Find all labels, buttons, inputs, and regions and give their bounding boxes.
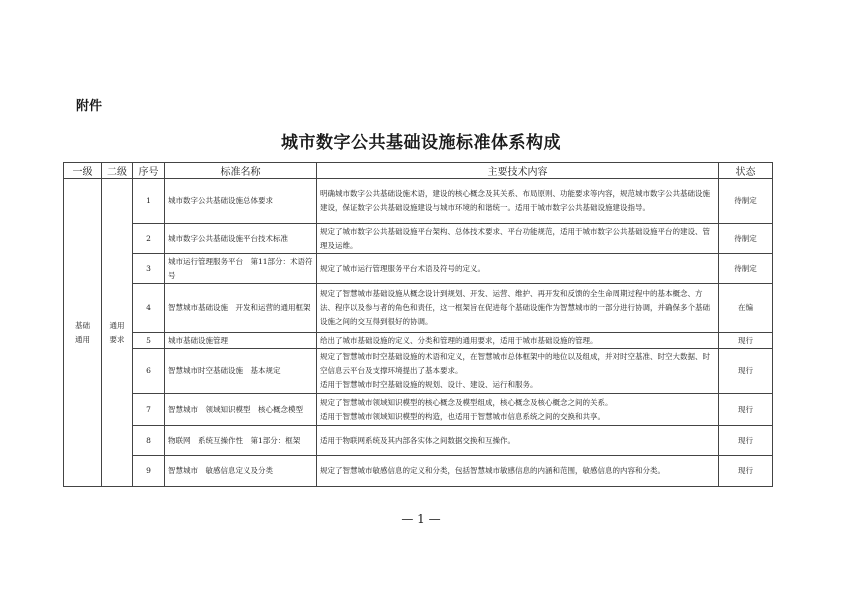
row-number: 6 [133,349,165,394]
table-row [64,179,773,224]
page-number: — 1 — [401,512,441,526]
level1-text: 基础 通用 [75,320,90,344]
header-standard-name: 标准名称 [165,163,317,179]
table-row [64,254,773,284]
standard-name: 城市数字公共基础设施总体要求 [165,179,317,224]
standard-name: 城市运行管理服务平台 第11部分：术语符号 [165,254,317,284]
status: 待制定 [719,254,773,284]
table-row [64,284,773,333]
table-row [64,224,773,254]
header-number: 序号 [133,163,165,179]
main-content: 明确城市数字公共基础设施术语，建设的核心概念及其关系、布局原则、功能要求等内容，规范城市数字公共基础设施建设，保证数字公共基础设施建设与城市环境的和谐统一。适用于城市数字公共基础设施建设指导。 [317,179,719,224]
status: 待制定 [719,224,773,254]
document-title: 城市数字公共基础设施标准体系构成 [281,133,561,153]
status: 现行 [719,426,773,456]
row-number: 5 [133,333,165,349]
status: 现行 [719,333,773,349]
level2-cell [102,179,133,487]
standards-table [63,162,773,487]
header-level1: 一级 [64,163,102,179]
main-content: 规定了智慧城市时空基础设施的术语和定义，在智慧城市总体框架中的地位以及组成，并对时空基准、时空大数据、时空信息云平台及支撑环境提出了基本要求。 适用于智慧城市时空基础设施的规划、设计、建设、运行和服务。 [317,349,719,394]
row-number: 8 [133,426,165,456]
main-content: 适用于物联网系统及其内部各实体之间数据交换和互操作。 [317,426,719,456]
level2-text: 通用 要求 [109,320,125,344]
row-number: 7 [133,394,165,426]
standard-name: 智慧城市 敏感信息定义及分类 [165,456,317,487]
standard-name: 城市数字公共基础设施平台技术标准 [165,224,317,254]
row-number: 2 [133,224,165,254]
main-content: 规定了城市数字公共基础设施平台架构、总体技术要求、平台功能规范，适用于城市数字公共基础设施平台的建设、管理及运维。 [317,224,719,254]
status: 现行 [719,456,773,487]
status: 现行 [719,394,773,426]
main-content: 给出了城市基础设施的定义、分类和管理的通用要求，适用于城市基础设施的管理。 [317,333,719,349]
main-content: 规定了智慧城市领域知识模型的核心概念及模型组成，核心概念及核心概念之间的关系。 适用于智慧城市领域知识模型的构造，也适用于智慧城市信息系统之间的交换和共享。 [317,394,719,426]
status: 待制定 [719,179,773,224]
status: 在编 [719,284,773,333]
standard-name: 城市基础设施管理 [165,333,317,349]
standard-name: 智慧城市 领域知识模型 核心概念模型 [165,394,317,426]
standard-name: 智慧城市基础设施 开发和运营的通用框架 [165,284,317,333]
table-row [64,456,773,487]
main-content: 规定了智慧城市敏感信息的定义和分类，包括智慧城市敏感信息的内涵和范围，敏感信息的内容和分类。 [317,456,719,487]
standard-name: 智慧城市时空基础设施 基本规定 [165,349,317,394]
standard-name: 物联网 系统互操作性 第1部分：框架 [165,426,317,456]
attachment-label: 附件 [76,99,103,114]
header-main-content: 主要技术内容 [317,163,719,179]
row-number: 9 [133,456,165,487]
main-content: 规定了城市运行管理服务平台术语及符号的定义。 [317,254,719,284]
main-content: 规定了智慧城市基础设施从概念设计到规划、开发、运营、维护、再开发和反馈的全生命周期过程中的基本概念、方法、程序以及参与者的角色和责任，这一框架旨在促进每个基础设施作为智慧城市的一部分进行协调，并确保多个基础设施之间的交互得到很好的协调。 [317,284,719,333]
row-number: 3 [133,254,165,284]
header-status: 状态 [719,163,773,179]
status: 现行 [719,349,773,394]
table-row [64,333,773,349]
table-header-row [64,163,773,179]
table-row [64,394,773,426]
table-row [64,426,773,456]
header-level2: 二级 [102,163,133,179]
row-number: 4 [133,284,165,333]
row-number: 1 [133,179,165,224]
table-row [64,349,773,394]
level1-cell [64,179,102,487]
